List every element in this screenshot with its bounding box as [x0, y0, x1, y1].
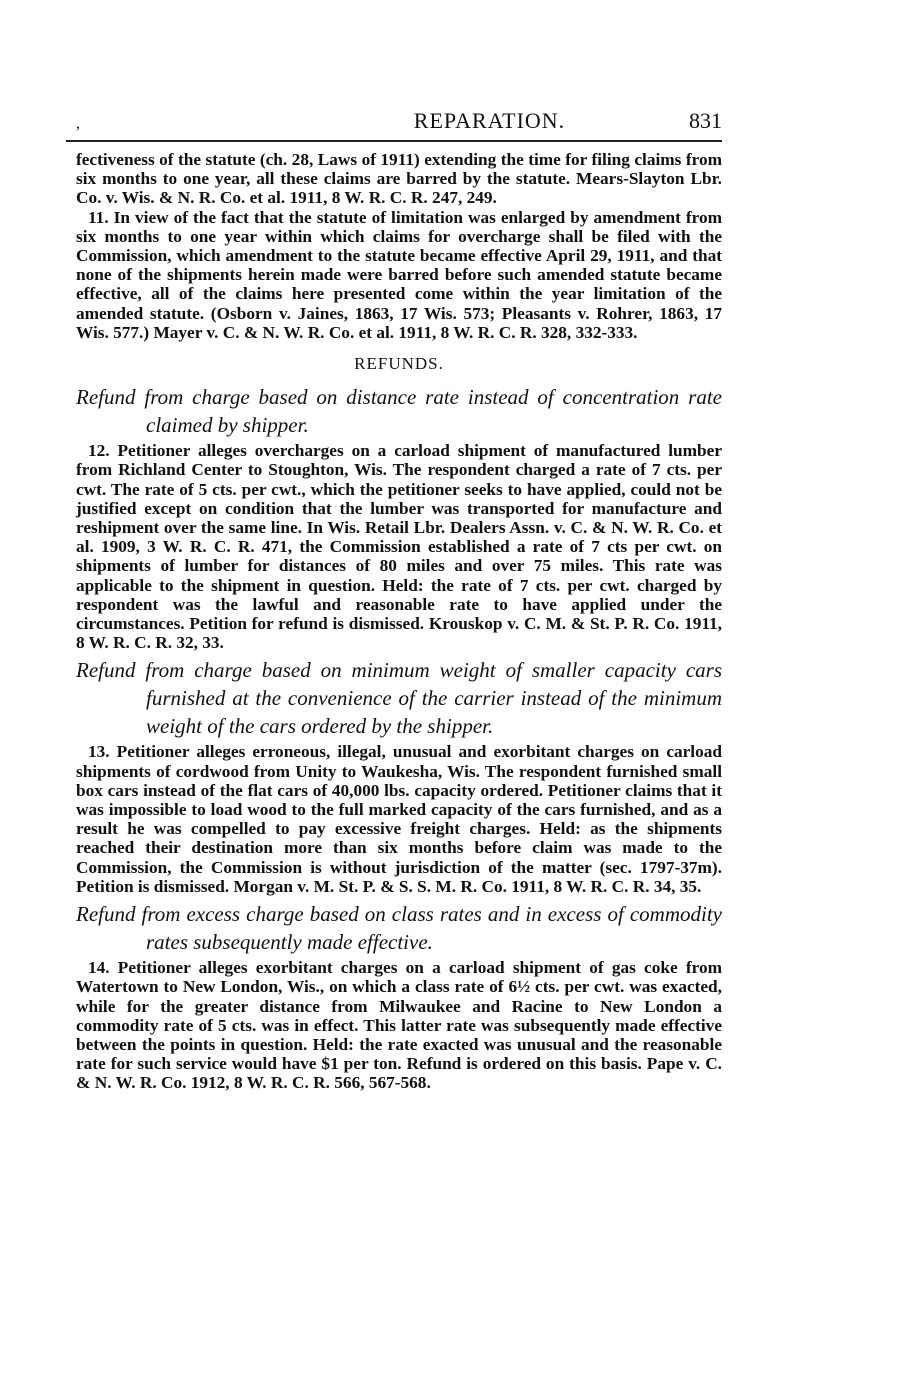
- subheading-class-rates: Refund from excess charge based on class rates and in excess of commodity rates subsequently made effective.: [76, 902, 722, 955]
- running-header: [66, 108, 722, 142]
- paragraph-12: 12. Petitioner alleges overcharges on a carload shipment of manufactured lumber from Richland Center to Stoughton, Wis. The respondent charged a rate of 7 cts. per cwt. The rate of 5 cts. per cwt., which the petitioner seeks to have applied, could not be justified except on condition that the lumber was transported for manufacture and reshipment over the same line. In Wis. Retail Lbr. Dealers Assn. v. C. & N. W. R. Co. et al. 1909, 3 W. R. C. R. 471, the Commission established a rate of 7 cts per cwt. on shipments of lumber for distances of 80 miles and over 75 miles. This rate was applicable to the shipment in question. Held: the rate of 7 cts. per cwt. charged by respondent was the lawful and reasonable rate to have applied under the circumstances. Petition for refund is dismissed. Krouskop v. C. M. & St. P. R. Co. 1911, 8 W. R. C. R. 32, 33.: [76, 441, 722, 653]
- paragraph-14: 14. Petitioner alleges exorbitant charges on a carload shipment of gas coke from Watertown to New London, Wis., on which a class rate of 6½ cts. per cwt. was exacted, while for the greater distance from Milwaukee and Racine to New London a commodity rate of 5 cts. was in effect. This latter rate was subsequently made effective between the points in question. Held: the rate exacted was unusual and the reasonable rate for such service would have $1 per ton. Refund is ordered on this basis. Pape v. C. & N. W. R. Co. 1912, 8 W. R. C. R. 566, 567-568.: [76, 958, 722, 1093]
- running-title: REPARATION.: [413, 108, 566, 133]
- body-text: [76, 150, 722, 1093]
- page-number: 831: [688, 108, 722, 133]
- paragraph-13: 13. Petitioner alleges erroneous, illegal, unusual and exorbitant charges on carload shipments of cordwood from Unity to Waukesha, Wis. The respondent furnished small box cars instead of the flat cars of 40,000 lbs. capacity ordered. Petitioner claims that it was impossible to load wood to the full marked capacity of the cars furnished, and as a result he was compelled to pay excessive freight charges. Held: as the shipments reached their destination more than six months before claim was made to the Commission, the Commission is without jurisdiction of the matter (sec. 1797-37m). Petition is dismissed. Morgan v. M. St. P. & S. S. M. R. Co. 1911, 8 W. R. C. R. 34, 35.: [76, 742, 722, 896]
- subheading-distance-rate: Refund from charge based on distance rate instead of concentration rate claimed by shipper.: [76, 385, 722, 438]
- paragraph-11: 11. In view of the fact that the statute of limitation was enlarged by amendment from six months to one year within which claims for overcharge shall be filed with the Commission, which amendment to the statute became effective April 29, 1911, and that none of the shipments herein made were barred before such amended statute became effective, all of the claims here presented come within the year limitation of the amended statute. (Osborn v. Jaines, 1863, 17 Wis. 573; Pleasants v. Rohrer, 1863, 17 Wis. 577.) Mayer v. C. & N. W. R. Co. et al. 1911, 8 W. R. C. R. 328, 332-333.: [76, 207, 722, 342]
- document-page: [76, 108, 722, 1093]
- subheading-minimum-weight: Refund from charge based on minimum weight of smaller capacity cars furnished at the convenience of the carrier instead of the minimum weight of the cars ordered by the shipper.: [76, 658, 722, 739]
- paragraph-intro: fectiveness of the statute (ch. 28, Laws of 1911) extending the time for filing claims from six months to one year, all these claims are barred by the statute. Mears-Slayton Lbr. Co. v. Wis. & N. R. Co. et al. 1911, 8 W. R. C. R. 247, 249.: [76, 150, 722, 208]
- section-heading-refunds: REFUNDS.: [354, 354, 444, 374]
- header-mark: ,: [76, 115, 80, 132]
